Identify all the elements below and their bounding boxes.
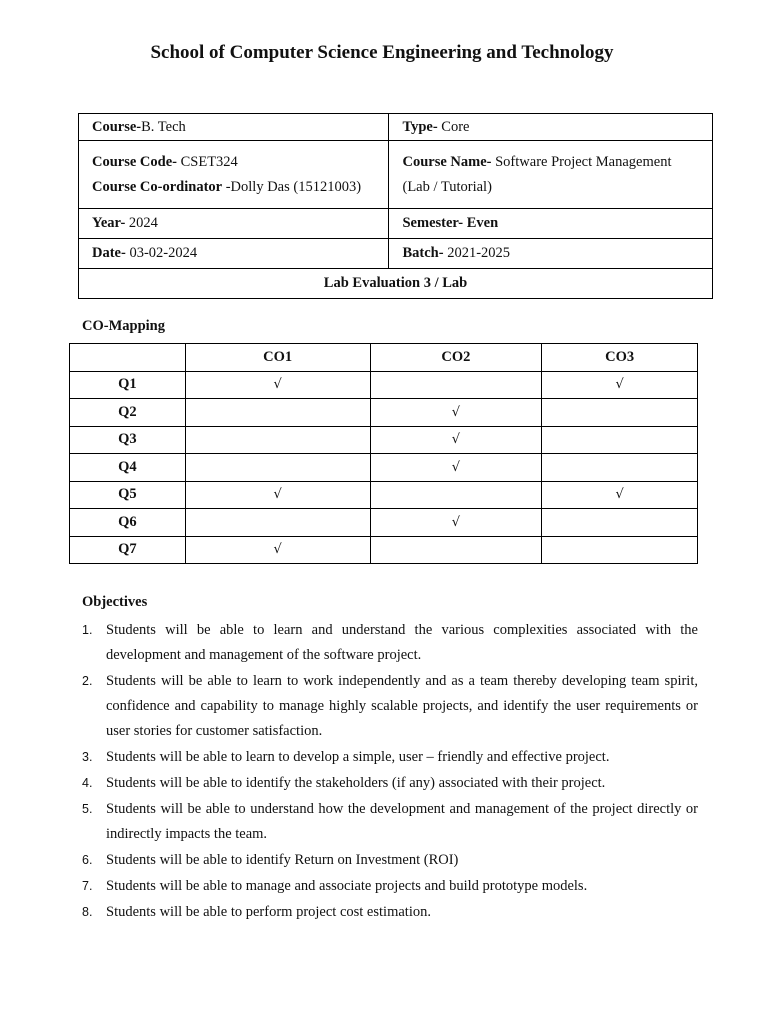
- coordinator-value: -Dolly Das (15121003): [222, 178, 362, 195]
- type-cell: [389, 114, 713, 141]
- objective-number: 7.: [82, 879, 93, 893]
- co-table-row: [70, 509, 698, 537]
- year-label: Year-: [92, 215, 126, 231]
- objective-text: Students will be able to perform project cost estimation.: [106, 904, 431, 920]
- co3-cell: [542, 371, 698, 399]
- objective-text: Students will be able to identify Return on Investment (ROI): [106, 852, 459, 868]
- date-label: Date-: [92, 245, 126, 261]
- course-value: B. Tech: [141, 118, 186, 135]
- tick-mark: √: [273, 377, 282, 393]
- objectives-heading: Objectives: [82, 594, 148, 610]
- co-table-row: [70, 399, 698, 427]
- co-mapping-table: [69, 343, 698, 564]
- objective-number: 5.: [82, 802, 93, 816]
- tick-mark: √: [615, 487, 624, 503]
- question-label: Q4: [70, 454, 186, 482]
- course-label: Course-: [92, 118, 142, 135]
- objective-item: [82, 874, 698, 899]
- co1-cell: [185, 399, 370, 427]
- co1-cell: [185, 481, 370, 509]
- objective-item: [82, 745, 698, 770]
- co-table-row: [70, 536, 698, 564]
- objectives-list: [82, 618, 698, 926]
- tick-mark: √: [273, 487, 282, 503]
- co-mapping-heading: CO-Mapping: [82, 318, 165, 334]
- co-table-row: [70, 371, 698, 399]
- course-cell: [79, 114, 389, 141]
- question-label: Q5: [70, 481, 186, 509]
- co-table-row: [70, 454, 698, 482]
- course-code-line: [92, 150, 375, 175]
- question-label: Q6: [70, 509, 186, 537]
- co3-cell: [542, 481, 698, 509]
- objective-item: [82, 771, 698, 796]
- co3-cell: [542, 454, 698, 482]
- co-table-row: [70, 426, 698, 454]
- co3-cell: [542, 509, 698, 537]
- date-cell: [79, 239, 389, 269]
- question-label: Q7: [70, 536, 186, 564]
- co2-cell: [370, 509, 542, 537]
- co3-cell: [542, 536, 698, 564]
- objective-number: 3.: [82, 750, 93, 764]
- co1-cell: [185, 426, 370, 454]
- question-label: Q1: [70, 371, 186, 399]
- type-label: Type-: [402, 118, 438, 135]
- co3-cell: [542, 426, 698, 454]
- objective-number: 6.: [82, 853, 93, 867]
- course-name-label: Course Name-: [402, 153, 492, 170]
- objective-text: Students will be able to learn to develop a simple, user – friendly and effective project.: [106, 749, 610, 765]
- batch-label: Batch-: [402, 245, 444, 261]
- semester-cell: [389, 209, 713, 239]
- objective-item: [82, 618, 698, 668]
- course-name-line-2: (Lab / Tutorial): [402, 178, 492, 195]
- objective-number: 2.: [82, 674, 93, 688]
- objective-number: 1.: [82, 623, 93, 637]
- course-info-table: [78, 113, 713, 299]
- course-info-row: [79, 209, 713, 239]
- course-info-row: [79, 269, 713, 299]
- course-name-line: [402, 150, 699, 175]
- objective-item: [82, 669, 698, 744]
- co2-cell: [370, 536, 542, 564]
- tick-mark: √: [615, 377, 624, 393]
- course-info-row: [79, 141, 713, 209]
- objective-text: Students will be able to learn and understand the various complexities associated with the development and management of the software project.: [106, 622, 698, 663]
- objective-text: Students will be able to understand how the development and management of the project directly or indirectly impacts the team.: [106, 801, 698, 842]
- objective-item: [82, 797, 698, 847]
- year-value: 2024: [125, 215, 158, 231]
- co-table-row: [70, 481, 698, 509]
- co-header-row: [70, 344, 698, 372]
- question-label: Q3: [70, 426, 186, 454]
- co2-cell: [370, 481, 542, 509]
- objective-number: 8.: [82, 905, 93, 919]
- tick-mark: √: [451, 432, 460, 448]
- coordinator-line: [92, 175, 375, 200]
- course-name-cell: [389, 141, 713, 209]
- objective-text: Students will be able to manage and associate projects and build prototype models.: [106, 878, 588, 894]
- lab-evaluation-cell: Lab Evaluation 3 / Lab: [79, 269, 713, 299]
- course-code-label: Course Code-: [92, 153, 177, 170]
- semester-label: Semester- Even: [402, 215, 499, 231]
- batch-value: 2021-2025: [443, 245, 511, 261]
- objective-item: [82, 900, 698, 925]
- co1-cell: [185, 454, 370, 482]
- tick-mark: √: [273, 542, 282, 558]
- type-value: Core: [437, 118, 470, 135]
- co3-cell: [542, 399, 698, 427]
- tick-mark: √: [451, 404, 460, 420]
- co-header-cell: [70, 344, 186, 372]
- course-info-row: [79, 114, 713, 141]
- course-code-cell: [79, 141, 389, 209]
- co-header-cell: CO1: [185, 344, 370, 372]
- objective-number: 4.: [82, 776, 93, 790]
- course-info-row: [79, 239, 713, 269]
- co1-cell: [185, 371, 370, 399]
- coordinator-label: Course Co-ordinator: [92, 178, 223, 195]
- co1-cell: [185, 509, 370, 537]
- course-code-value: CSET324: [176, 153, 238, 170]
- page-title: School of Computer Science Engineering and Technology: [150, 42, 614, 63]
- co2-cell: [370, 399, 542, 427]
- objective-text: Students will be able to learn to work independently and as a team thereby developing team spirit, confidence and capability to manage highly scalable projects, and identify the user requirements or user stories for customer satisfaction.: [106, 673, 698, 739]
- question-label: Q2: [70, 399, 186, 427]
- objective-text: Students will be able to identify the stakeholders (if any) associated with their project.: [106, 775, 606, 791]
- co1-cell: [185, 536, 370, 564]
- co-header-cell: CO3: [542, 344, 698, 372]
- co-table-body: [70, 371, 698, 564]
- co2-cell: [370, 371, 542, 399]
- co2-cell: [370, 426, 542, 454]
- tick-mark: √: [451, 459, 460, 475]
- year-cell: [79, 209, 389, 239]
- co2-cell: [370, 454, 542, 482]
- tick-mark: √: [451, 514, 460, 530]
- batch-cell: [389, 239, 713, 269]
- date-value: 03-02-2024: [125, 245, 198, 261]
- course-name-value: Software Project Management: [491, 153, 672, 170]
- objective-item: [82, 848, 698, 873]
- co-header-cell: CO2: [370, 344, 542, 372]
